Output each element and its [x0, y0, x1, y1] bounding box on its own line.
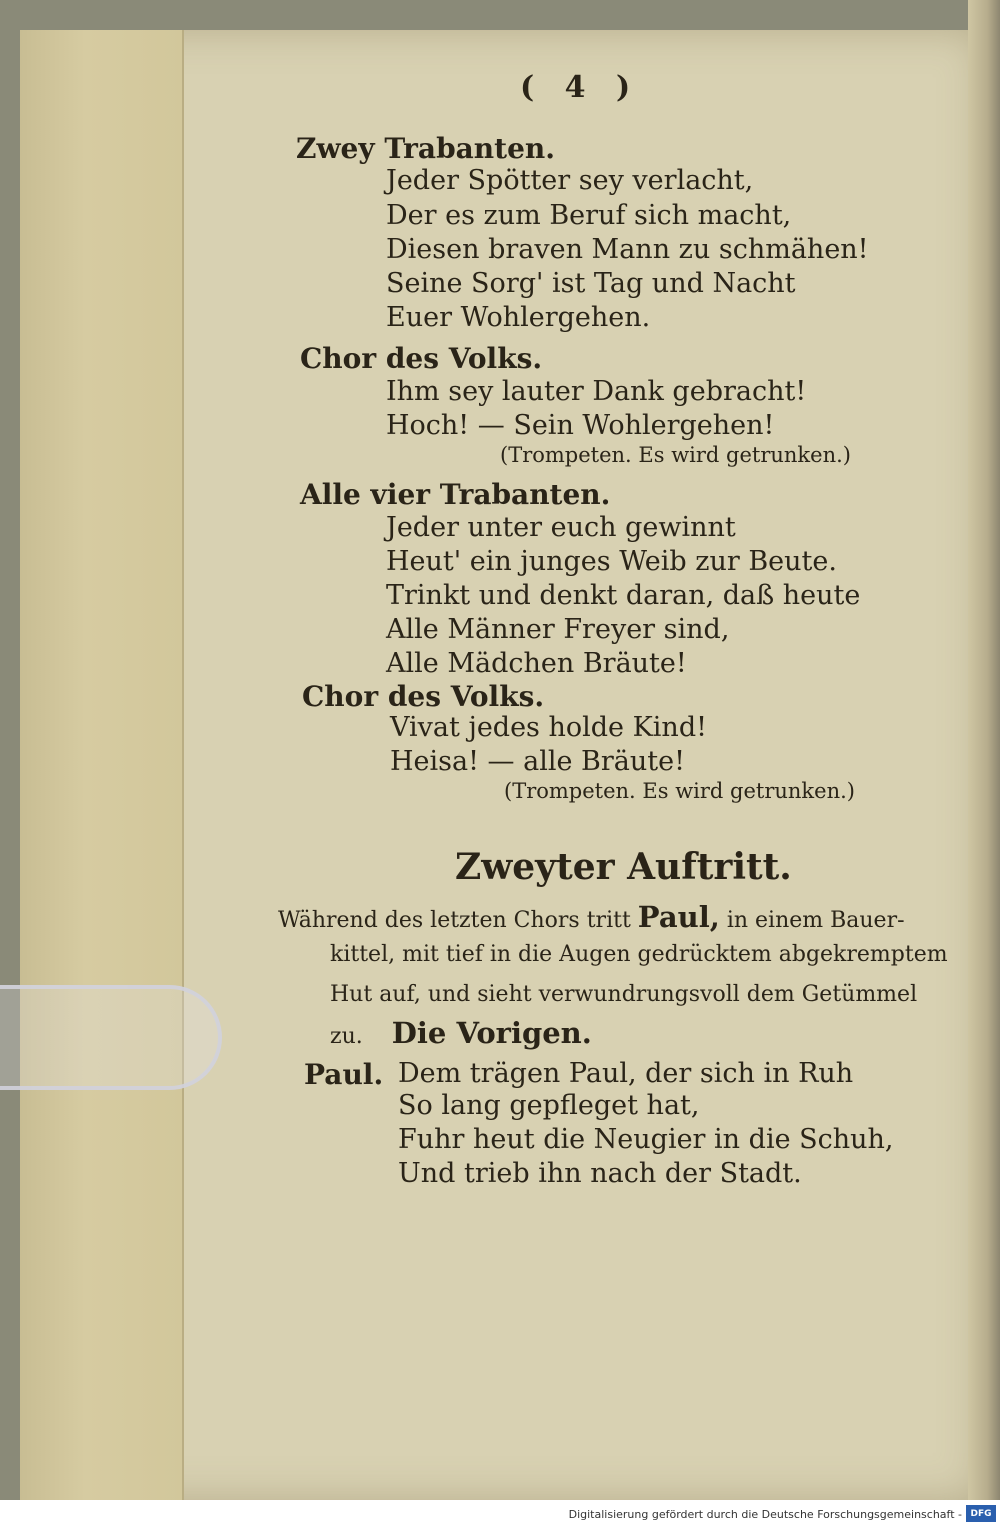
scene-direction-text: Während des letzten Chors tritt	[278, 908, 631, 933]
scene-direction-text: in einem Bauer-	[726, 908, 905, 933]
verse-line: Seine Sorg' ist Tag und Nacht	[386, 268, 796, 299]
page-number: ( 4 )	[520, 70, 641, 105]
verse-line: Ihm sey lauter Dank gebracht!	[386, 376, 807, 407]
verse-line: Und trieb ihn nach der Stadt.	[398, 1158, 802, 1189]
scene-direction-line: Hut auf, und sieht verwundrungsvoll dem Getümmel	[330, 982, 918, 1007]
scene-direction-text: zu.	[330, 1024, 363, 1049]
verse-line: Der es zum Beruf sich macht,	[386, 200, 792, 231]
page-gutter	[20, 30, 184, 1500]
verse-line: Euer Wohlergehen.	[386, 302, 651, 333]
stage-direction: (Trompeten. Es wird getrunken.)	[500, 443, 851, 467]
scene-direction-line	[330, 1016, 592, 1050]
verse-line: Hoch! — Sein Wohlergehen!	[386, 410, 775, 441]
verse-line: Heisa! — alle Bräute!	[390, 746, 685, 777]
scene-direction-line	[278, 900, 905, 934]
scene-direction-line: kittel, mit tief in die Augen gedrücktem abgekremptem	[330, 942, 948, 967]
character-name: Paul,	[637, 900, 720, 934]
verse-line: Alle Männer Freyer sind,	[386, 614, 730, 645]
speaker-label: Chor des Volks.	[302, 680, 545, 713]
page-edge	[968, 0, 1000, 1500]
verse-line: Alle Mädchen Bräute!	[386, 648, 687, 679]
speaker-label: Alle vier Trabanten.	[300, 478, 611, 511]
verse-line: Jeder unter euch gewinnt	[386, 512, 736, 543]
scene-heading: Zweyter Auftritt.	[455, 846, 792, 888]
speaker-label: Zwey Trabanten.	[296, 132, 555, 165]
verse-line: Vivat jedes holde Kind!	[390, 712, 707, 743]
verse-line: So lang gepfleget hat,	[398, 1090, 700, 1121]
verse-line: Jeder Spötter sey verlacht,	[386, 165, 754, 196]
stage-direction: (Trompeten. Es wird getrunken.)	[504, 779, 855, 803]
verse-line: Trinkt und denkt daran, daß heute	[386, 580, 861, 611]
speaker-label: Paul.	[304, 1058, 384, 1091]
page-clip	[0, 985, 222, 1090]
verse-line: Fuhr heut die Neugier in die Schuh,	[398, 1124, 894, 1155]
footer-credit: Digitalisierung gefördert durch die Deutsche Forschungsgemeinschaft -	[568, 1508, 962, 1521]
dfg-logo: DFG	[966, 1505, 996, 1522]
speaker-label: Chor des Volks.	[300, 342, 543, 375]
verse-line: Heut' ein junges Weib zur Beute.	[386, 546, 837, 577]
verse-line: Diesen braven Mann zu schmähen!	[386, 234, 869, 265]
cast-note: Die Vorigen.	[391, 1016, 592, 1050]
verse-line: Dem trägen Paul, der sich in Ruh	[398, 1058, 854, 1089]
